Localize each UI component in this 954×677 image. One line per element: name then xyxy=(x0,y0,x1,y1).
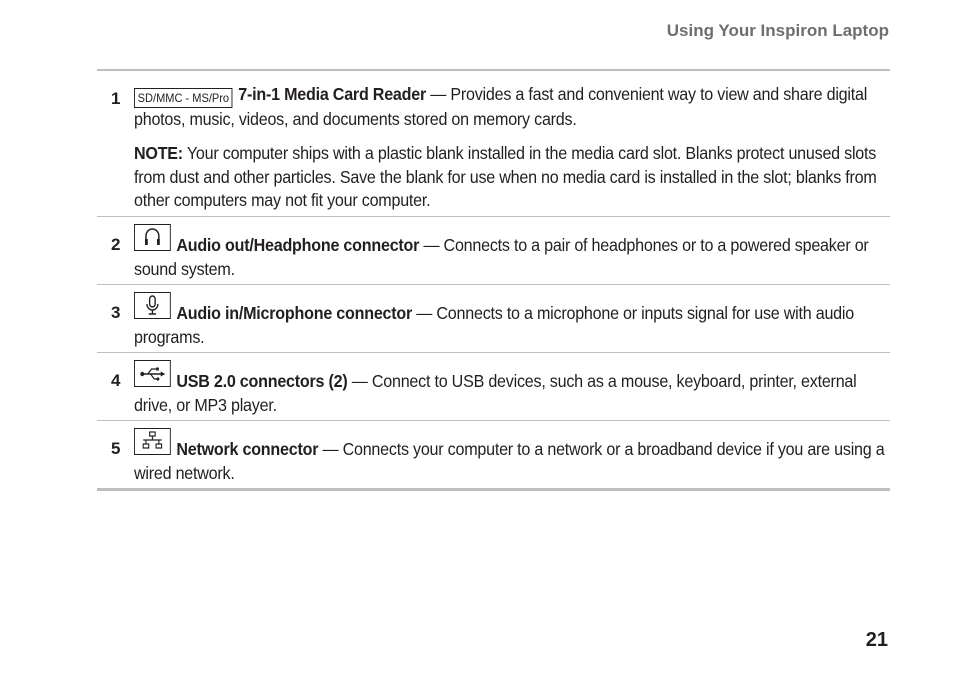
item-number: 3 xyxy=(111,303,121,322)
item-number: 4 xyxy=(111,371,121,390)
table-row xyxy=(97,284,890,352)
item-text: — Provides a fast and convenient way to view and share digital photos, music, videos, and documents stored on memory cards. xyxy=(134,84,868,129)
item-text: — Connect to USB devices, such as a mouse, keyboard, printer, external drive, or MP3 player. xyxy=(134,371,857,415)
item-note xyxy=(134,142,888,213)
item-term: USB 2.0 connectors (2) xyxy=(176,371,348,391)
page-header-title: Using Your Inspiron Laptop xyxy=(666,21,889,40)
page-number: 21 xyxy=(865,629,888,651)
table-row xyxy=(97,352,890,420)
item-description xyxy=(134,224,888,281)
connector-table xyxy=(97,69,890,491)
note-label: NOTE: xyxy=(134,143,183,163)
item-text: — Connects to a microphone or inputs signal for use with audio programs. xyxy=(134,303,854,347)
item-number: 2 xyxy=(111,235,121,254)
microphone-icon xyxy=(134,292,171,319)
note-text: Your computer ships with a plastic blank installed in the media card slot. Blanks protect unused slots from dust and other particles. Save the blank for use when no media card is installed in the slot; blanks from other computers may not fit your computer. xyxy=(134,143,877,210)
item-number: 5 xyxy=(111,439,121,458)
item-term: Audio in/Microphone connector xyxy=(176,303,413,323)
usb-icon xyxy=(134,360,171,387)
item-description xyxy=(134,360,888,417)
item-description xyxy=(134,428,888,485)
item-term: 7-in-1 Media Card Reader xyxy=(238,84,427,104)
table-row xyxy=(97,216,890,284)
item-term: Network connector xyxy=(176,439,319,459)
item-number: 1 xyxy=(111,89,121,108)
item-text: — Connects your computer to a network or a broadband device if you are using a wired network. xyxy=(134,439,885,483)
media-card-icon: SD/MMC - MS/Pro xyxy=(134,88,233,108)
item-term: Audio out/Headphone connector xyxy=(176,235,420,255)
table-row xyxy=(97,420,890,488)
headphone-icon xyxy=(134,224,171,251)
item-description xyxy=(134,292,888,349)
network-icon xyxy=(134,428,171,455)
item-text: — Connects to a pair of headphones or to a powered speaker or sound system. xyxy=(134,235,869,279)
item-description xyxy=(134,83,888,132)
table-row xyxy=(97,71,890,216)
